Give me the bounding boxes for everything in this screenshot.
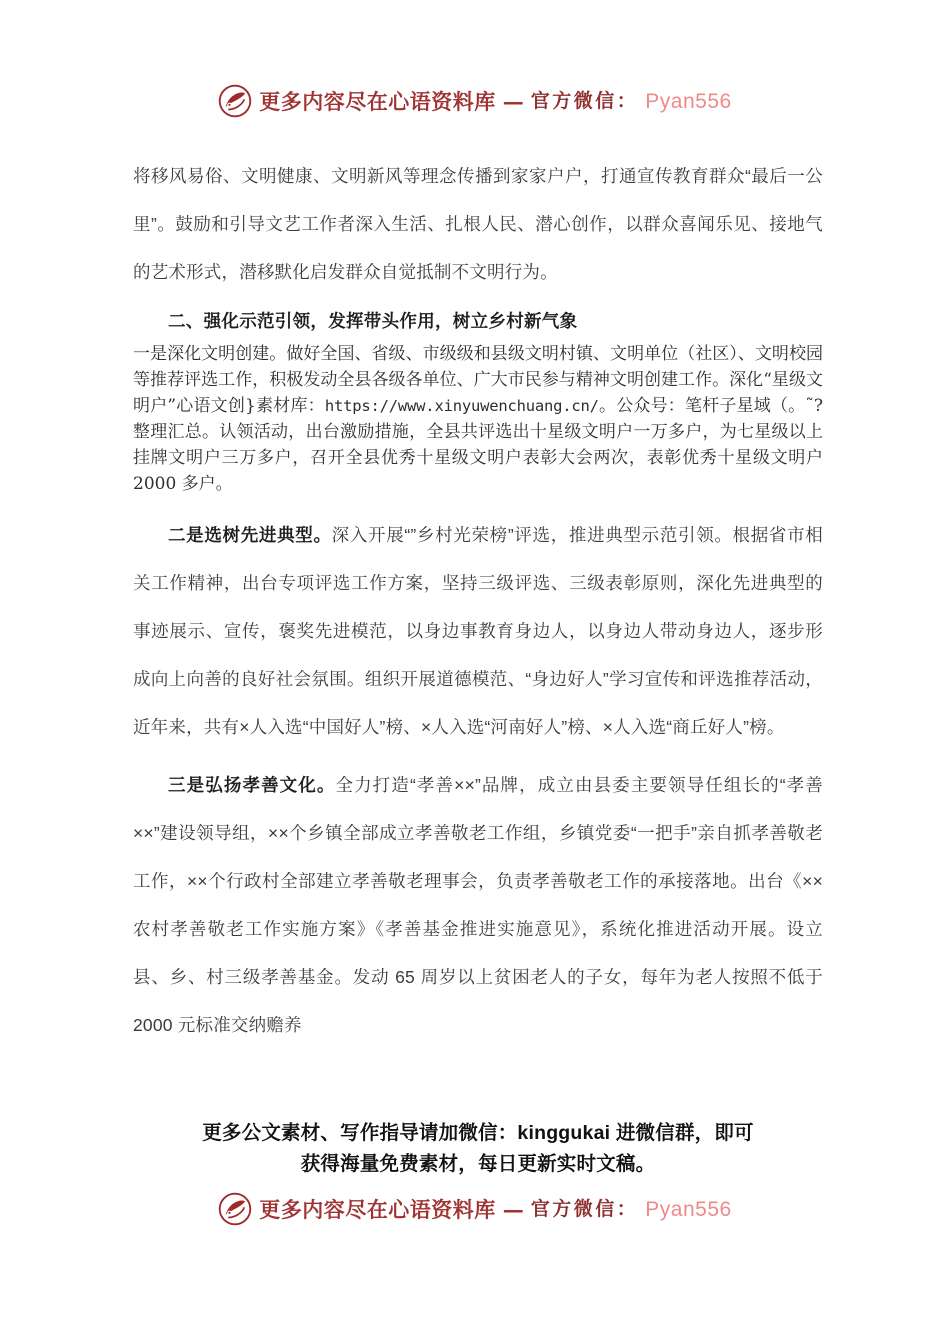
section-heading-2: 二、强化示范引领，发挥带头作用，树立乡村新气象 — [168, 311, 578, 331]
serif-insert-block — [133, 341, 823, 497]
source-url: https://www.xinyuwenchuang.cn/ — [324, 397, 599, 415]
watermark-wechat-id: Pyan556 — [645, 89, 732, 113]
promo-line-2: 获得海量免费素材，每日更新实时文稿。 — [300, 1153, 656, 1175]
promo-line-1: 更多公文素材、写作指导请加微信：kinggukai 进微信群，即可 — [202, 1122, 754, 1144]
list-item-2-lead: 二是选树先进典型。 — [168, 525, 332, 545]
watermark-title: 更多内容尽在心语资料库 — [259, 1196, 496, 1222]
list-item-2-text: 深入开展“”乡村光荣榜”评选，推进典型示范引领。根据省市相关工作精神，出台专项评选工作方案，坚持三级评选、三级表彰原则，深化先进典型的事迹展示、宣传，褒奖先进模范，以身边事教育身边人，以身边人带动身边人，逐步形成向上向善的良好社会氛围。组织开展道德模范、“身边好人”学习宣传和评选推荐活动，近年来，共有×人入选“中国好人”榜、×人入选“河南好人”榜、×人入选“商丘好人”榜。 — [133, 525, 823, 737]
watermark-footer — [0, 1192, 950, 1226]
watermark-header — [0, 84, 950, 118]
serif-line-1: 一是深化文明创建。做好全国、省级、市级级和县级文明村镇、文明单位（社区）、文明校园等推荐评选工作，积极发动全县各级各单位、广大市民参与精神文明创建工作。深化“星级文明户”心语文创}素材库： — [133, 344, 823, 416]
watermark-wechat-label: 官方微信： — [530, 89, 639, 112]
promo-footer — [133, 1118, 823, 1180]
list-item-3-text: 全力打造“孝善××”品牌，成立由县委主要领导任组长的“孝善××”建设领导组，××个乡镇全部成立孝善敬老工作组，乡镇党委“一把手”亲自抓孝善敬老工作，××个行政村全部建立孝善敬老理事会，负责孝善敬老工作的承接落地。出台《××农村孝善敬老工作实施方案》《孝善基金推进实施意见》，系统化推进活动开展。设立县、乡、村三级孝善基金。发动 65 周岁以上贫困老人的子女，每年为老人按照不低于 2000 元标准交纳赡养 — [133, 775, 823, 1035]
seal-logo-icon — [218, 84, 252, 118]
paragraph-spacer — [133, 751, 823, 761]
seal-logo-icon — [218, 1192, 252, 1226]
list-item-2 — [133, 511, 823, 751]
list-item-3-lead: 三是弘扬孝善文化。 — [168, 775, 336, 795]
list-item-3 — [133, 761, 823, 1049]
watermark-dash: — — [502, 88, 524, 114]
watermark-wechat-label: 官方微信： — [530, 1197, 639, 1220]
watermark-dash: — — [502, 1196, 524, 1222]
serif-line-2: 。公众号：笔杆子星域（。˜?整理汇总。认领活动，出台激励措施，全县共评选出十星级文明户一万多户，为七星级以上挂牌文明户三万多户，召开全县优秀十星级文明户表彰大会两次，表彰优秀十星级文明户 2000 多户。 — [133, 396, 823, 494]
watermark-title: 更多内容尽在心语资料库 — [259, 88, 496, 114]
document-body — [133, 152, 823, 1049]
paragraph-continuation: 将移风易俗、文明健康、文明新风等理念传播到家家户户，打通宣传教育群众“最后一公里”。鼓励和引导文艺工作者深入生活、扎根人民、潜心创作，以群众喜闻乐见、接地气的艺术形式，潜移默化启发群众自觉抵制不文明行为。 — [133, 166, 823, 282]
watermark-wechat-id: Pyan556 — [645, 1197, 732, 1221]
